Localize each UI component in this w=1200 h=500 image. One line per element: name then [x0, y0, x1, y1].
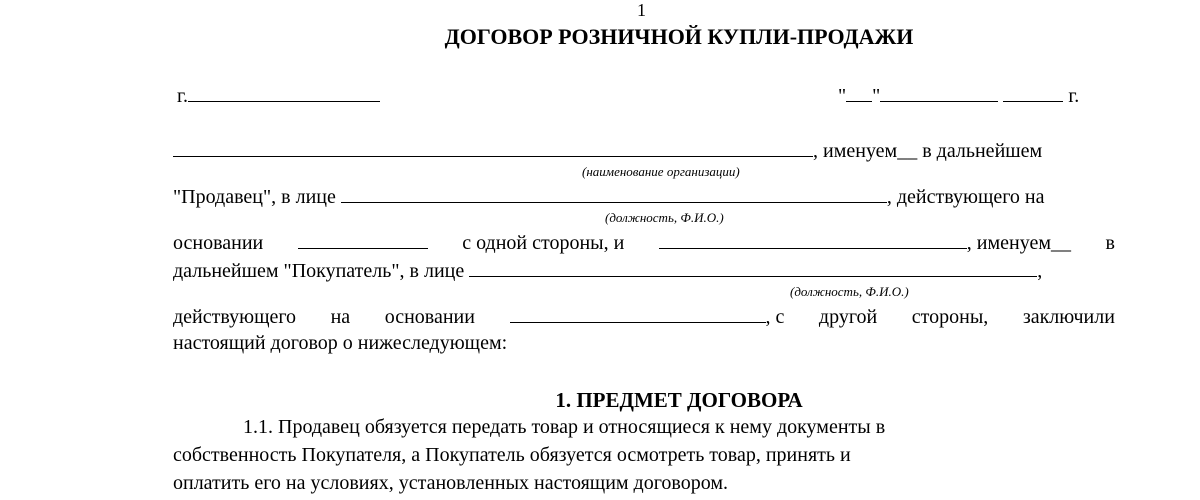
buyer-line-end: , — [1037, 260, 1043, 282]
org-line — [173, 139, 1042, 163]
clause-1-1-line-2: собственность Покупателя, а Покупатель обязуется осмотреть товар, принять и — [173, 444, 851, 466]
date-day-blank[interactable] — [846, 84, 872, 102]
city-prefix: г. — [177, 85, 188, 107]
basis-word-2: основании — [384, 306, 475, 328]
organization-blank[interactable] — [173, 139, 813, 157]
date-line — [838, 84, 1079, 108]
buyer-representative-blank[interactable] — [469, 259, 1037, 277]
clause-1-1-line-1: 1.1. Продавец обязуется передать товар и относящиеся к нему документы в — [243, 416, 886, 438]
buyer-line-start: дальнейшем "Покупатель", в лице — [173, 260, 465, 282]
in-word: в — [1105, 232, 1115, 254]
date-year-suffix: г. — [1068, 85, 1080, 107]
org-line-text: , именуем__ в дальнейшем — [813, 140, 1043, 162]
acting-line — [173, 305, 1115, 329]
one-side-text: с одной стороны, и — [462, 232, 625, 254]
section-1-heading: 1. ПРЕДМЕТ ДОГОВОРА — [555, 388, 803, 412]
named-text: , именуем__ — [966, 232, 1072, 254]
clause-1-1-line-3: оплатить его на условиях, установленных настоящим договором. — [173, 472, 729, 494]
basis-line — [173, 231, 1115, 255]
concluded-word: заключили — [1022, 306, 1115, 328]
agreement-line: настоящий договор о нижеследующем: — [173, 332, 508, 354]
buyer-name-blank[interactable] — [659, 231, 967, 249]
date-year-blank[interactable] — [1003, 84, 1063, 102]
acting-word: действующего — [173, 306, 297, 328]
seller-representative-blank[interactable] — [341, 185, 887, 203]
page-number: 1 — [637, 0, 646, 20]
date-open-quote: " — [838, 85, 847, 107]
document-title: ДОГОВОР РОЗНИЧНОЙ КУПЛИ-ПРОДАЖИ — [444, 24, 914, 49]
seller-line — [173, 185, 1045, 209]
seller-line-end: , действующего на — [886, 186, 1045, 208]
other-word: другой — [818, 306, 878, 328]
caption-organization: (наименование организации) — [582, 164, 740, 179]
side-word: стороны, — [911, 306, 989, 328]
date-month-blank[interactable] — [880, 84, 998, 102]
buyer-basis-blank[interactable] — [510, 305, 766, 323]
with-text: , с — [765, 306, 785, 328]
date-close-quote: " — [872, 85, 881, 107]
seller-basis-blank[interactable] — [298, 231, 428, 249]
city-line — [177, 84, 380, 108]
basis-word: основании — [173, 232, 264, 254]
seller-line-start: "Продавец", в лице — [173, 186, 336, 208]
caption-position-buyer: (должность, Ф.И.О.) — [790, 284, 909, 299]
city-blank[interactable] — [188, 84, 380, 102]
caption-position-seller: (должность, Ф.И.О.) — [605, 210, 724, 225]
buyer-line — [173, 259, 1042, 283]
on-word: на — [330, 306, 351, 328]
